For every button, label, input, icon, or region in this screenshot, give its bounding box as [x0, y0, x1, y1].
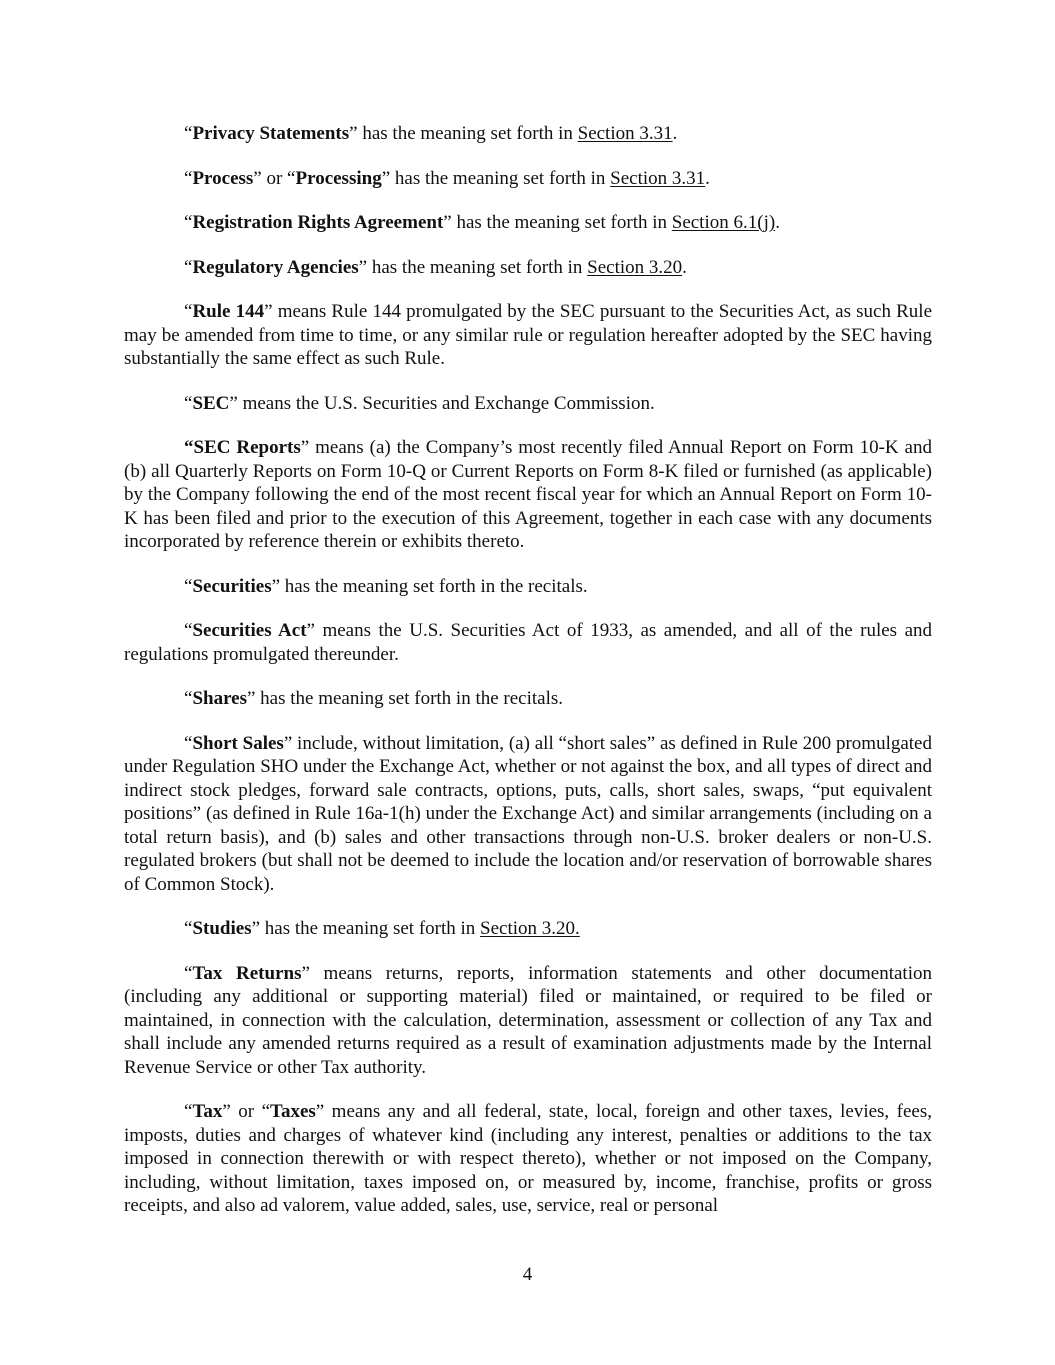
defined-term: SEC — [192, 392, 230, 414]
definition-text: . — [705, 167, 710, 189]
section-reference: Section 3.31 — [610, 167, 706, 189]
definition-text: “ — [184, 918, 193, 939]
defined-term: Tax Returns — [192, 962, 302, 984]
definition-text: “ — [184, 688, 193, 709]
definition-text: “ — [184, 620, 193, 641]
defined-term: Registration Rights Agreement — [192, 212, 444, 233]
section-reference: Section 6.1(j) — [671, 212, 776, 233]
def-registration-rights-agreement — [124, 211, 932, 235]
definition-text: ” means returns, reports, information statements and other documentation (including any additional or supporting material) filed or maintained, or required to be filed or maintained, in connection with the calculation, determination, assessment or collection of any Tax and shall include any amended returns required as a result of examination adjustments made by the Internal Revenue Service or other Tax authority. — [124, 962, 932, 1078]
defined-term: Tax — [192, 1101, 223, 1122]
definition-text: ” has the meaning set forth in — [358, 256, 588, 278]
section-reference: Section 3.31 — [577, 123, 673, 144]
definition-text: “ — [184, 212, 193, 233]
defined-term: Shares — [192, 688, 247, 709]
def-regulatory-agencies — [124, 256, 932, 280]
definition-text: ” means the U.S. Securities Act of 1933, as amended, and all of the rules and regulations promulgated thereunder. — [124, 620, 933, 665]
definition-text: ” has the meaning set forth in — [381, 167, 611, 189]
definition-text: “ — [184, 167, 193, 189]
definition-text: “ — [184, 575, 193, 597]
definition-text: ” has the meaning set forth in — [349, 123, 578, 144]
definition-text: “ — [184, 256, 193, 278]
definition-text: ” means (a) the Company’s most recently filed Annual Report on Form 10-K and (b) all Quarterly Reports on Form 10-Q or Current Reports on Form 8-K filed or furnished (as applicable) by the Company following the end of the most recent fiscal year for which an Annual Report on Form 10-K has been filed and prior to the execution of this Agreement, together in each case with any documents incorporated by reference therein or exhibits thereto. — [124, 437, 932, 552]
def-tax-returns — [124, 962, 932, 1080]
def-process — [124, 167, 932, 191]
def-shares — [124, 687, 932, 711]
definition-text: ” has the meaning set forth in — [443, 212, 672, 233]
definition-text: “ — [184, 1101, 193, 1122]
defined-term: Securities Act — [192, 620, 307, 641]
def-securities-act — [124, 619, 932, 666]
defined-term: Regulatory Agencies — [192, 256, 359, 278]
defined-term: Short Sales — [192, 732, 284, 754]
definition-text: ” or “ — [222, 1101, 271, 1122]
definition-text: ” has the meaning set forth in the recitals. — [271, 575, 588, 597]
defined-term: Taxes — [270, 1101, 316, 1122]
section-reference: Section 3.20. — [480, 918, 580, 939]
definition-text: ” has the meaning set forth in — [251, 918, 481, 939]
def-sec-reports — [124, 436, 932, 554]
defined-term: Rule 144 — [192, 301, 265, 322]
definition-text: . — [682, 256, 687, 278]
definition-text: “ — [184, 962, 193, 984]
def-studies — [124, 917, 932, 941]
defined-term: Processing — [295, 167, 382, 189]
document-page — [124, 122, 932, 1239]
definition-text: “ — [184, 301, 193, 322]
definition-text: ” has the meaning set forth in the recitals. — [247, 688, 564, 709]
defined-term: Securities — [192, 575, 272, 597]
definition-text: ” means the U.S. Securities and Exchange Commission. — [229, 392, 655, 414]
definition-text: . — [775, 212, 780, 233]
defined-term: Privacy Statements — [192, 123, 350, 144]
definition-text: ” means any and all federal, state, local, foreign and other taxes, levies, fees, imposts, duties and charges of whatever kind (including any interest, penalties or additions to the tax imposed in connection therewith or with respect thereto), whether or not imposed on the Company, including, without limitation, taxes imposed on, or measured by, income, franchise, profits or gross receipts, and also ad valorem, value added, sales, use, service, real or personal — [124, 1101, 932, 1216]
definition-text: ” means Rule 144 promulgated by the SEC pursuant to the Securities Act, as such Rule may be amended from time to time, or any similar rule or regulation hereafter adopted by the SEC having substantially the same effect as such Rule. — [124, 301, 933, 369]
page-number: 4 — [522, 1264, 533, 1285]
def-sec — [124, 392, 932, 416]
def-short-sales — [124, 732, 932, 897]
def-privacy-statements — [124, 122, 932, 146]
definition-text: ” or “ — [253, 167, 296, 189]
def-securities — [124, 575, 932, 599]
definition-text: “ — [184, 732, 193, 754]
section-reference: Section 3.20 — [587, 256, 683, 278]
def-rule-144 — [124, 300, 932, 371]
definition-text: “ — [184, 392, 193, 414]
defined-term: “SEC Reports — [184, 437, 301, 458]
definition-text: . — [672, 123, 678, 144]
defined-term: Process — [192, 167, 254, 189]
definition-text: “ — [184, 123, 193, 144]
defined-term: Studies — [192, 918, 252, 939]
def-tax — [124, 1100, 932, 1218]
definition-text: ” include, without limitation, (a) all “short sales” as defined in Rule 200 promulgated under Regulation SHO under the Exchange Act, whether or not against the box, and all types of direct and indirect stock pledges, forward sale contracts, options, puts, calls, short sales, swaps, “put equivalent positions” (as defined in Rule 16a-1(h) under the Exchange Act) and similar arrangements (including on a total return basis), and (b) sales and other transactions through non-U.S. broker dealers or non-U.S. regulated brokers (but shall not be deemed to include the location and/or reservation of borrowable shares of Common Stock). — [124, 732, 932, 895]
